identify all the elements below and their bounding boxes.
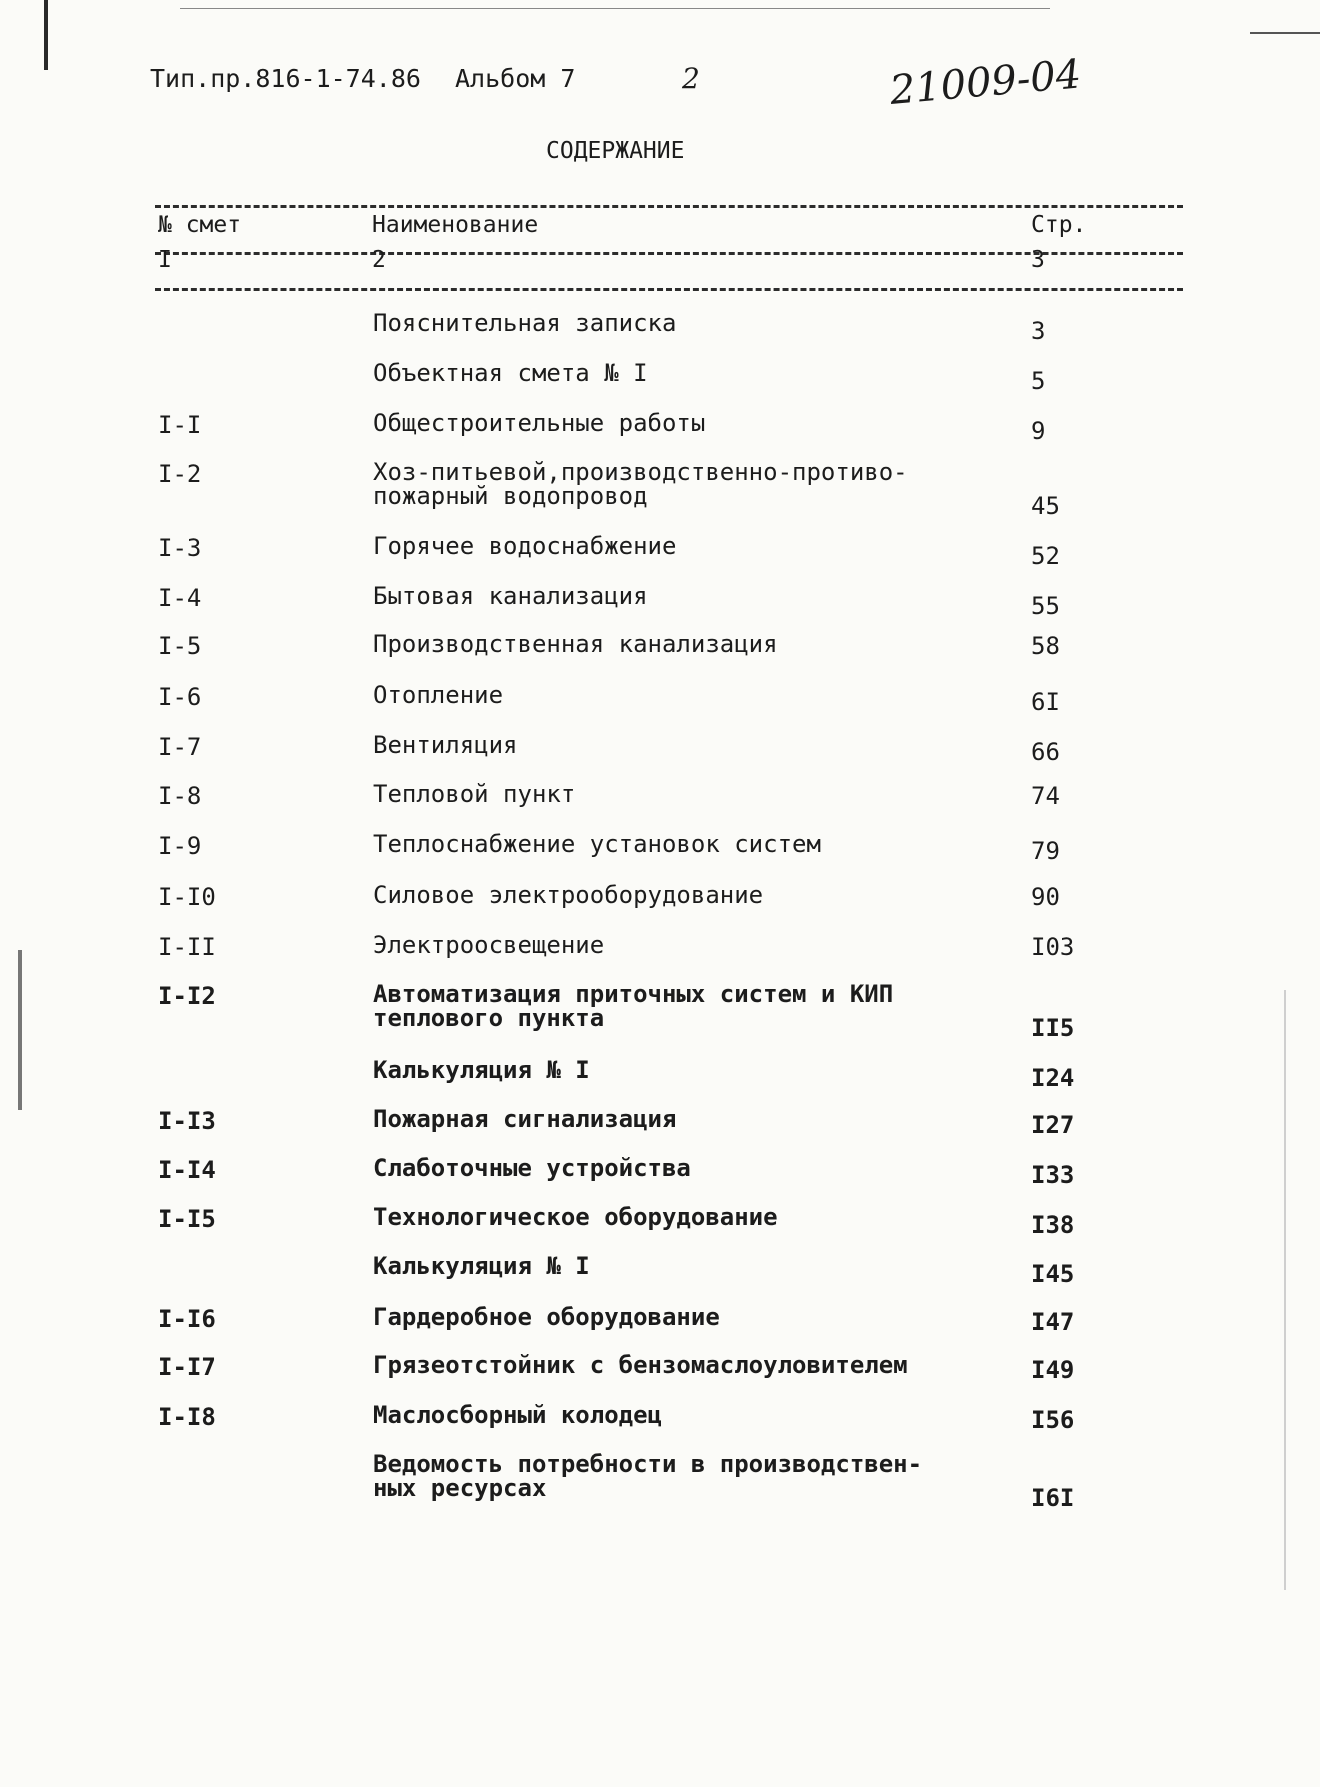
- toc-item-name: [373, 361, 648, 385]
- toc-page-number: 55: [1031, 592, 1060, 620]
- toc-item-name: [373, 311, 676, 335]
- column-number-3: 3: [1031, 247, 1045, 273]
- toc-estimate-no: I-I4: [158, 1156, 216, 1184]
- toc-item-name: [373, 683, 503, 707]
- toc-estimate-no: I-7: [158, 733, 202, 761]
- divider-top: [155, 205, 1183, 208]
- toc-estimate-no: I-4: [158, 584, 202, 612]
- toc-item-name-line: Бытовая канализация: [373, 582, 648, 610]
- toc-item-name-line: теплового пункта: [373, 1004, 605, 1032]
- toc-item-name: [373, 1254, 590, 1278]
- album-label: Альбом 7: [455, 64, 576, 93]
- column-header-estimate-no: № смет: [158, 212, 242, 238]
- toc-page-number: 9: [1031, 417, 1046, 445]
- toc-item-name-line: Слаботочные устройства: [373, 1154, 691, 1182]
- toc-item-name: [373, 1058, 590, 1082]
- toc-page-number: I6I: [1031, 1484, 1075, 1512]
- toc-estimate-no: I-I7: [158, 1353, 216, 1381]
- toc-item-name-line: Маслосборный колодец: [373, 1401, 662, 1429]
- toc-item-name-line: Хоз-питьевой,производственно-противо-: [373, 458, 908, 486]
- toc-item-name-line: Силовое электрооборудование: [373, 881, 764, 909]
- toc-page-number: I47: [1031, 1308, 1075, 1336]
- toc-page-number: II5: [1031, 1014, 1075, 1042]
- toc-page-number: 90: [1031, 883, 1060, 911]
- toc-item-name: [373, 1156, 691, 1180]
- toc-item-name: [373, 534, 676, 558]
- toc-item-name-line: Электроосвещение: [373, 931, 605, 959]
- toc-item-name: [373, 832, 821, 856]
- toc-page-number: 58: [1031, 632, 1060, 660]
- toc-item-name: [373, 1305, 720, 1329]
- toc-item-name: [373, 1107, 676, 1131]
- toc-estimate-no: I-I5: [158, 1205, 216, 1233]
- scan-edge-top: [180, 8, 1050, 9]
- toc-estimate-no: I-I3: [158, 1107, 216, 1135]
- toc-estimate-no: I-9: [158, 832, 202, 860]
- toc-item-name: [373, 1452, 922, 1500]
- toc-page-number: I27: [1031, 1111, 1075, 1139]
- toc-item-name: [373, 1205, 778, 1229]
- divider-bottom: [155, 288, 1183, 291]
- toc-estimate-no: I-6: [158, 683, 202, 711]
- archive-code: 21009-04: [887, 51, 1083, 114]
- column-header-page: Стр.: [1031, 212, 1087, 238]
- toc-page-number: 6I: [1031, 688, 1060, 716]
- toc-item-name: [373, 733, 518, 757]
- column-number-1: I: [158, 247, 172, 273]
- toc-estimate-no: I-I0: [158, 883, 216, 911]
- toc-item-name-line: Автоматизация приточных систем и КИП: [373, 980, 894, 1008]
- toc-item-name-line: Грязеотстойник с бензомаслоуловителем: [373, 1351, 908, 1379]
- toc-item-name: [373, 1353, 908, 1377]
- toc-item-name: [373, 584, 648, 608]
- toc-page-number: I24: [1031, 1064, 1075, 1092]
- divider-middle: [155, 252, 1183, 255]
- toc-item-name-line: Ведомость потребности в производствен-: [373, 1450, 923, 1478]
- toc-page-number: 45: [1031, 492, 1060, 520]
- toc-estimate-no: I-I2: [158, 982, 216, 1010]
- toc-item-name-line: Теплоснабжение установок систем: [373, 830, 821, 858]
- toc-item-name-line: ных ресурсах: [373, 1474, 547, 1502]
- toc-item-name: [373, 632, 778, 656]
- toc-estimate-no: I-8: [158, 782, 202, 810]
- page-number: 2: [682, 62, 700, 95]
- toc-page-number: I33: [1031, 1161, 1075, 1189]
- page-title: СОДЕРЖАНИЕ: [546, 138, 685, 164]
- toc-estimate-no: I-I8: [158, 1403, 216, 1431]
- toc-item-name-line: Отопление: [373, 681, 504, 709]
- project-label: Тип.пр.816-1-74.86: [150, 64, 421, 93]
- toc-estimate-no: I-5: [158, 632, 202, 660]
- column-number-2: 2: [372, 247, 386, 273]
- column-header-name: Наименование: [372, 212, 539, 238]
- toc-item-name-line: Тепловой пункт: [373, 780, 576, 808]
- toc-item-name: [373, 460, 908, 508]
- toc-item-name-line: Пояснительная записка: [373, 309, 677, 337]
- toc-page-number: 74: [1031, 782, 1060, 810]
- toc-item-name-line: Калькуляция № I: [373, 1252, 590, 1280]
- toc-item-name: [373, 883, 763, 907]
- toc-item-name: [373, 933, 604, 957]
- toc-page-number: 5: [1031, 367, 1046, 395]
- toc-item-name: [373, 982, 893, 1030]
- toc-page-number: 79: [1031, 837, 1060, 865]
- toc-item-name: [373, 1403, 662, 1427]
- toc-item-name-line: Объектная смета № I: [373, 359, 648, 387]
- toc-page-number: 52: [1031, 542, 1060, 570]
- toc-page-number: I03: [1031, 933, 1075, 961]
- toc-item-name-line: Калькуляция № I: [373, 1056, 590, 1084]
- toc-item-name: [373, 411, 705, 435]
- toc-estimate-no: I-II: [158, 933, 216, 961]
- toc-item-name-line: Технологическое оборудование: [373, 1203, 778, 1231]
- toc-item-name-line: Вентиляция: [373, 731, 518, 759]
- toc-item-name-line: Общестроительные работы: [373, 409, 706, 437]
- toc-item-name-line: Пожарная сигнализация: [373, 1105, 677, 1133]
- toc-estimate-no: I-2: [158, 460, 202, 488]
- toc-page-number: 3: [1031, 317, 1046, 345]
- toc-item-name-line: Производственная канализация: [373, 630, 778, 658]
- scan-mark-left: [18, 950, 22, 1110]
- toc-page-number: I56: [1031, 1406, 1075, 1434]
- toc-item-name-line: пожарный водопровод: [373, 482, 648, 510]
- toc-item-name: [373, 782, 575, 806]
- toc-page-number: I45: [1031, 1260, 1075, 1288]
- toc-item-name-line: Горячее водоснабжение: [373, 532, 677, 560]
- toc-page-number: I38: [1031, 1211, 1075, 1239]
- toc-estimate-no: I-I: [158, 411, 202, 439]
- scan-edge-top-right: [1250, 32, 1320, 34]
- toc-page-number: 66: [1031, 738, 1060, 766]
- toc-page-number: I49: [1031, 1356, 1075, 1384]
- toc-estimate-no: I-I6: [158, 1305, 216, 1333]
- toc-estimate-no: I-3: [158, 534, 202, 562]
- scan-mark-right: [1284, 990, 1286, 1590]
- toc-item-name-line: Гардеробное оборудование: [373, 1303, 720, 1331]
- scan-edge-left: [44, 0, 48, 70]
